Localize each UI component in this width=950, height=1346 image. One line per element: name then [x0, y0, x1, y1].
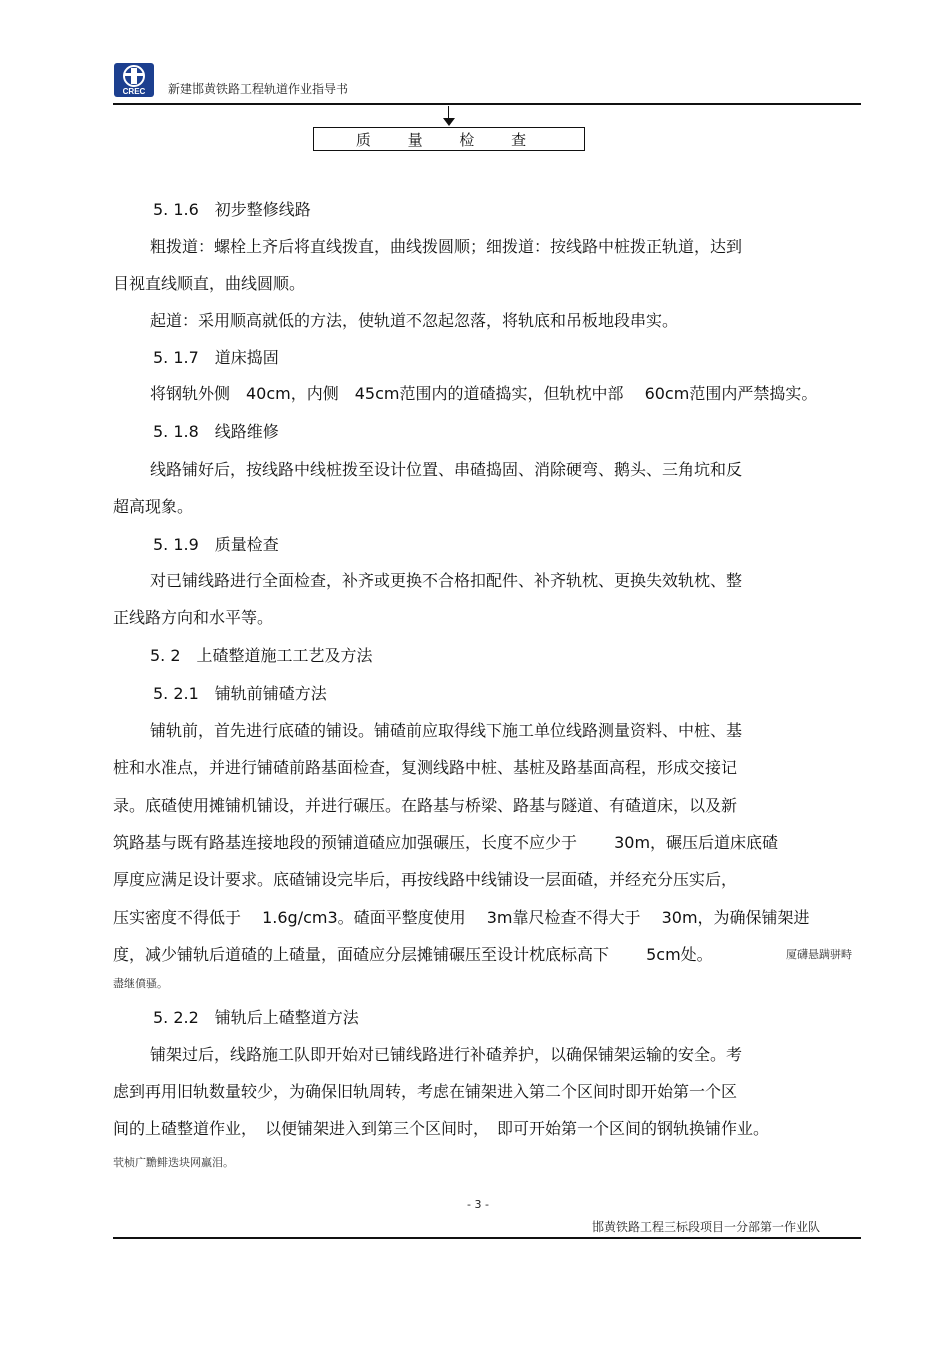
footer-rule — [113, 1237, 861, 1239]
paragraph-line: 厚度应满足设计要求。底碴铺设完毕后，再按线路中线铺设一层面碴，并经充分压实后， — [113, 870, 738, 889]
flow-arrow-head-icon — [443, 118, 455, 126]
section-heading-519: 5. 1.9 质量检查 — [153, 535, 279, 554]
garbled-text: 茕桢广黵鲱迭块网羸泪。 — [113, 1156, 234, 1169]
footer-org: 邯黄铁路工程三标段项目一分部第一作业队 — [592, 1220, 821, 1234]
garbled-text: 厦礴悬蹒骈畤 — [786, 948, 852, 961]
garbled-text: 盡继僨骚。 — [113, 977, 168, 990]
paragraph-line: 超高现象。 — [113, 497, 194, 516]
paragraph-line: 压实密度不得低于 1.6g/cm3。碴面平整度使用 3m靠尺检查不得大于 30m，为确保铺架进 — [113, 908, 810, 927]
paragraph-line: 粗拨道：螺栓上齐后将直线拨直，曲线拨圆顺；细拨道：按线路中桩拨正轨道，达到 — [150, 237, 743, 256]
paragraph-line: 起道：采用顺高就低的方法，使轨道不忽起忽落，将轨底和吊板地段串实。 — [150, 311, 679, 330]
paragraph-line: 录。底碴使用摊铺机铺设，并进行碾压。在路基与桥梁、路基与隧道、有碴道床，以及新 — [113, 796, 738, 815]
section-heading-518: 5. 1.8 线路维修 — [153, 422, 279, 441]
logo-text: CREC — [122, 87, 146, 96]
paragraph-line: 将钢轨外侧 40cm，内侧 45cm范围内的道碴捣实，但轨枕中部 60cm范围内严禁捣实。 — [150, 384, 818, 403]
paragraph-line: 间的上碴整道作业， 以便铺架进入到第三个区间时， 即可开始第一个区间的钢轨换铺作业。 — [113, 1119, 770, 1138]
page-number: - 3 - — [467, 1198, 489, 1211]
section-heading-517: 5. 1.7 道床捣固 — [153, 348, 279, 367]
paragraph-line: 对已铺线路进行全面检查，补齐或更换不合格扣配件、补齐轨枕、更换失效轨枕、整 — [150, 571, 743, 590]
paragraph-line: 铺轨前，首先进行底碴的铺设。铺碴前应取得线下施工单位线路测量资料、中桩、基 — [150, 721, 743, 740]
paragraph-line: 筑路基与既有路基连接地段的预铺道碴应加强碾压，长度不应少于 30m，碾压后道床底碴 — [113, 833, 779, 852]
section-heading-516: 5. 1.6 初步整修线路 — [153, 200, 311, 219]
header-rule — [113, 103, 861, 105]
section-heading-52: 5. 2 上碴整道施工工艺及方法 — [150, 646, 373, 665]
paragraph-line: 目视直线顺直，曲线圆顺。 — [113, 274, 306, 293]
paragraph-line: 线路铺好后，按线路中线桩拨至设计位置、串碴捣固、消除硬弯、鹅头、三角坑和反 — [150, 460, 743, 479]
flow-box-quality-check: 质 量 检 查 — [313, 127, 585, 151]
section-heading-522: 5. 2.2 铺轨后上碴整道方法 — [153, 1008, 359, 1027]
header-logo — [113, 62, 155, 98]
paragraph-line: 正线路方向和水平等。 — [113, 608, 274, 627]
paragraph-line: 虑到再用旧轨数量较少，为确保旧轨周转，考虑在铺架进入第二个区间时即开始第一个区 — [113, 1082, 738, 1101]
header-title: 新建邯黄铁路工程轨道作业指导书 — [168, 82, 349, 96]
section-heading-521: 5. 2.1 铺轨前铺碴方法 — [153, 684, 327, 703]
paragraph-line: 铺架过后，线路施工队即开始对已铺线路进行补碴养护，以确保铺架运输的安全。考 — [150, 1045, 743, 1064]
paragraph-line: 度，减少铺轨后道碴的上碴量，面碴应分层摊铺碾压至设计枕底标高下 5cm处。 — [113, 945, 713, 964]
paragraph-line: 桩和水准点，并进行铺碴前路基面检查，复测线路中桩、基桩及路基面高程，形成交接记 — [113, 758, 738, 777]
